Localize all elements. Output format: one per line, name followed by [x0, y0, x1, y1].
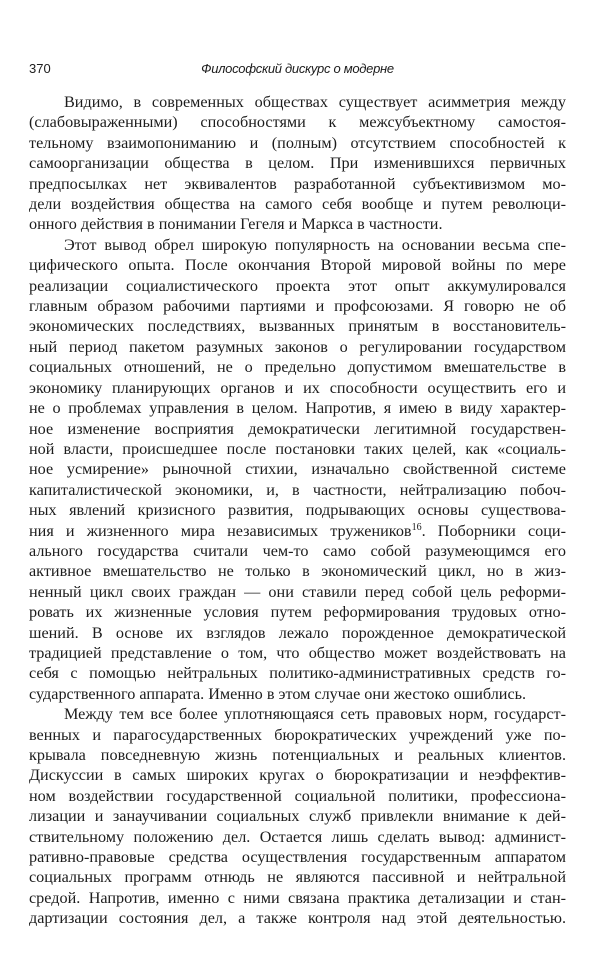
text-line: Дискуссии в самых широких кругах о бюрократизации и неэффектив-	[29, 766, 566, 785]
running-title: Философский дискурс о модерне	[201, 61, 394, 76]
text-line: социальных программ отнюдь не являются пассивной и нейтральной	[29, 868, 566, 887]
text-segment: . Поборники соци-	[421, 521, 566, 540]
text-line: шений. В основе их взглядов лежало порожденное демократической	[29, 623, 566, 642]
paragraph-3	[29, 704, 566, 928]
text-line: ровать их жизненные условия путем реформирования трудовых отно-	[29, 603, 566, 622]
text-line: Этот вывод обрел широкую популярность на основании весьма спе-	[64, 235, 566, 254]
text-line: онного действия в понимании Гегеля и Маркса в частности.	[29, 215, 443, 234]
text-line: экономических последствиях, вызванных принятым в восстановитель-	[29, 317, 566, 336]
text-line-with-footnote	[29, 521, 566, 541]
footnote-reference: 16	[411, 521, 422, 533]
text-line: социальных отношений, не о предельно допустимом вмешательстве в	[29, 358, 566, 377]
text-line: ального государства считали чем-то само собой разумеющимся его	[29, 541, 566, 560]
text-line: Видимо, в современных обществах существует асимметрия между	[64, 93, 566, 111]
text-line: ративно-правовые средства осуществления государственным аппаратом	[29, 848, 566, 867]
text-line: ной власти, происшедшее после постановки таких целей, как «социаль-	[29, 439, 566, 458]
text-line: ный период пакетом разумных законов о регулировании государством	[29, 337, 566, 356]
text-line: ствительному положению дел. Остается лишь сделать вывод: админист-	[29, 827, 566, 846]
text-line: самоорганизации общества в целом. При изменившихся первичных	[29, 154, 566, 173]
paragraph-2	[29, 235, 566, 704]
text-line: сударственного аппарата. Именно в этом случае они жестоко ошиблись.	[29, 684, 527, 703]
text-line: экономику планирующих органов и их способности осуществить его и	[29, 378, 566, 397]
text-line: венных и парагосударственных бюрократических учреждений уже по-	[29, 725, 566, 744]
page-number: 370	[29, 61, 51, 76]
text-line: средой. Напротив, именно с ними связана практика детализации и стан-	[29, 888, 566, 907]
text-line: главным образом рабочими партиями и профсоюзами. Я говорю не об	[29, 297, 566, 316]
text-line: ное усмирение» рыночной стихии, изначально свойственной системе	[29, 460, 566, 479]
text-line: не о проблемах управления в целом. Напротив, я имею в виду характер-	[29, 399, 566, 418]
text-line: капиталистической экономики, и, в частности, нейтрализацию побоч-	[29, 480, 566, 499]
text-line: тельному взаимопониманию и (полным) отсутствием способностей к	[29, 133, 566, 152]
text-line: традицией представление о том, что общество может воздействовать на	[29, 643, 566, 662]
text-line: Между тем все более уплотняющаяся сеть правовых норм, государст-	[64, 705, 566, 724]
text-line: предпосылках нет эквивалентов разработанной субъективизмом мо-	[29, 174, 566, 193]
text-line: ненный цикл своих граждан — они ставили перед собой цель реформи-	[29, 582, 566, 601]
text-line: ное изменение восприятия демократически легитимной государствен-	[29, 419, 566, 438]
text-line: (слабовыраженными) способностями к межсубъектному самостоя-	[29, 113, 566, 132]
body-text	[29, 92, 566, 929]
text-line: ном воздействии государственной социальной политики, профессиона-	[29, 786, 566, 805]
text-line: себя с помощью нейтральных политико-административных средств го-	[29, 664, 566, 683]
text-line: ных явлений кризисного развития, подрывающих основы существова-	[29, 501, 566, 520]
text-line: крывала повседневную жизнь потенциальных и реальных клиентов.	[29, 746, 566, 764]
page-header	[29, 61, 566, 81]
text-line: дели воздействия общества на самого себя вообще и путем революци-	[29, 195, 566, 214]
text-line: реализации социалистического проекта этот опыт аккумулировался	[29, 276, 566, 295]
text-segment: ния и жизненного мира независимых тружеников	[29, 521, 412, 540]
text-line: дартизации состояния дел, а также контроля над этой деятельностью.	[29, 909, 566, 928]
paragraph-1	[29, 92, 566, 235]
text-line: цифического опыта. После окончания Второй мировой войны по мере	[29, 256, 566, 275]
text-line: лизации и занаучивании социальных служб привлекли внимание к дей-	[29, 807, 566, 826]
text-line: активное вмешательство не только в экономический цикл, но в жиз-	[29, 562, 566, 581]
